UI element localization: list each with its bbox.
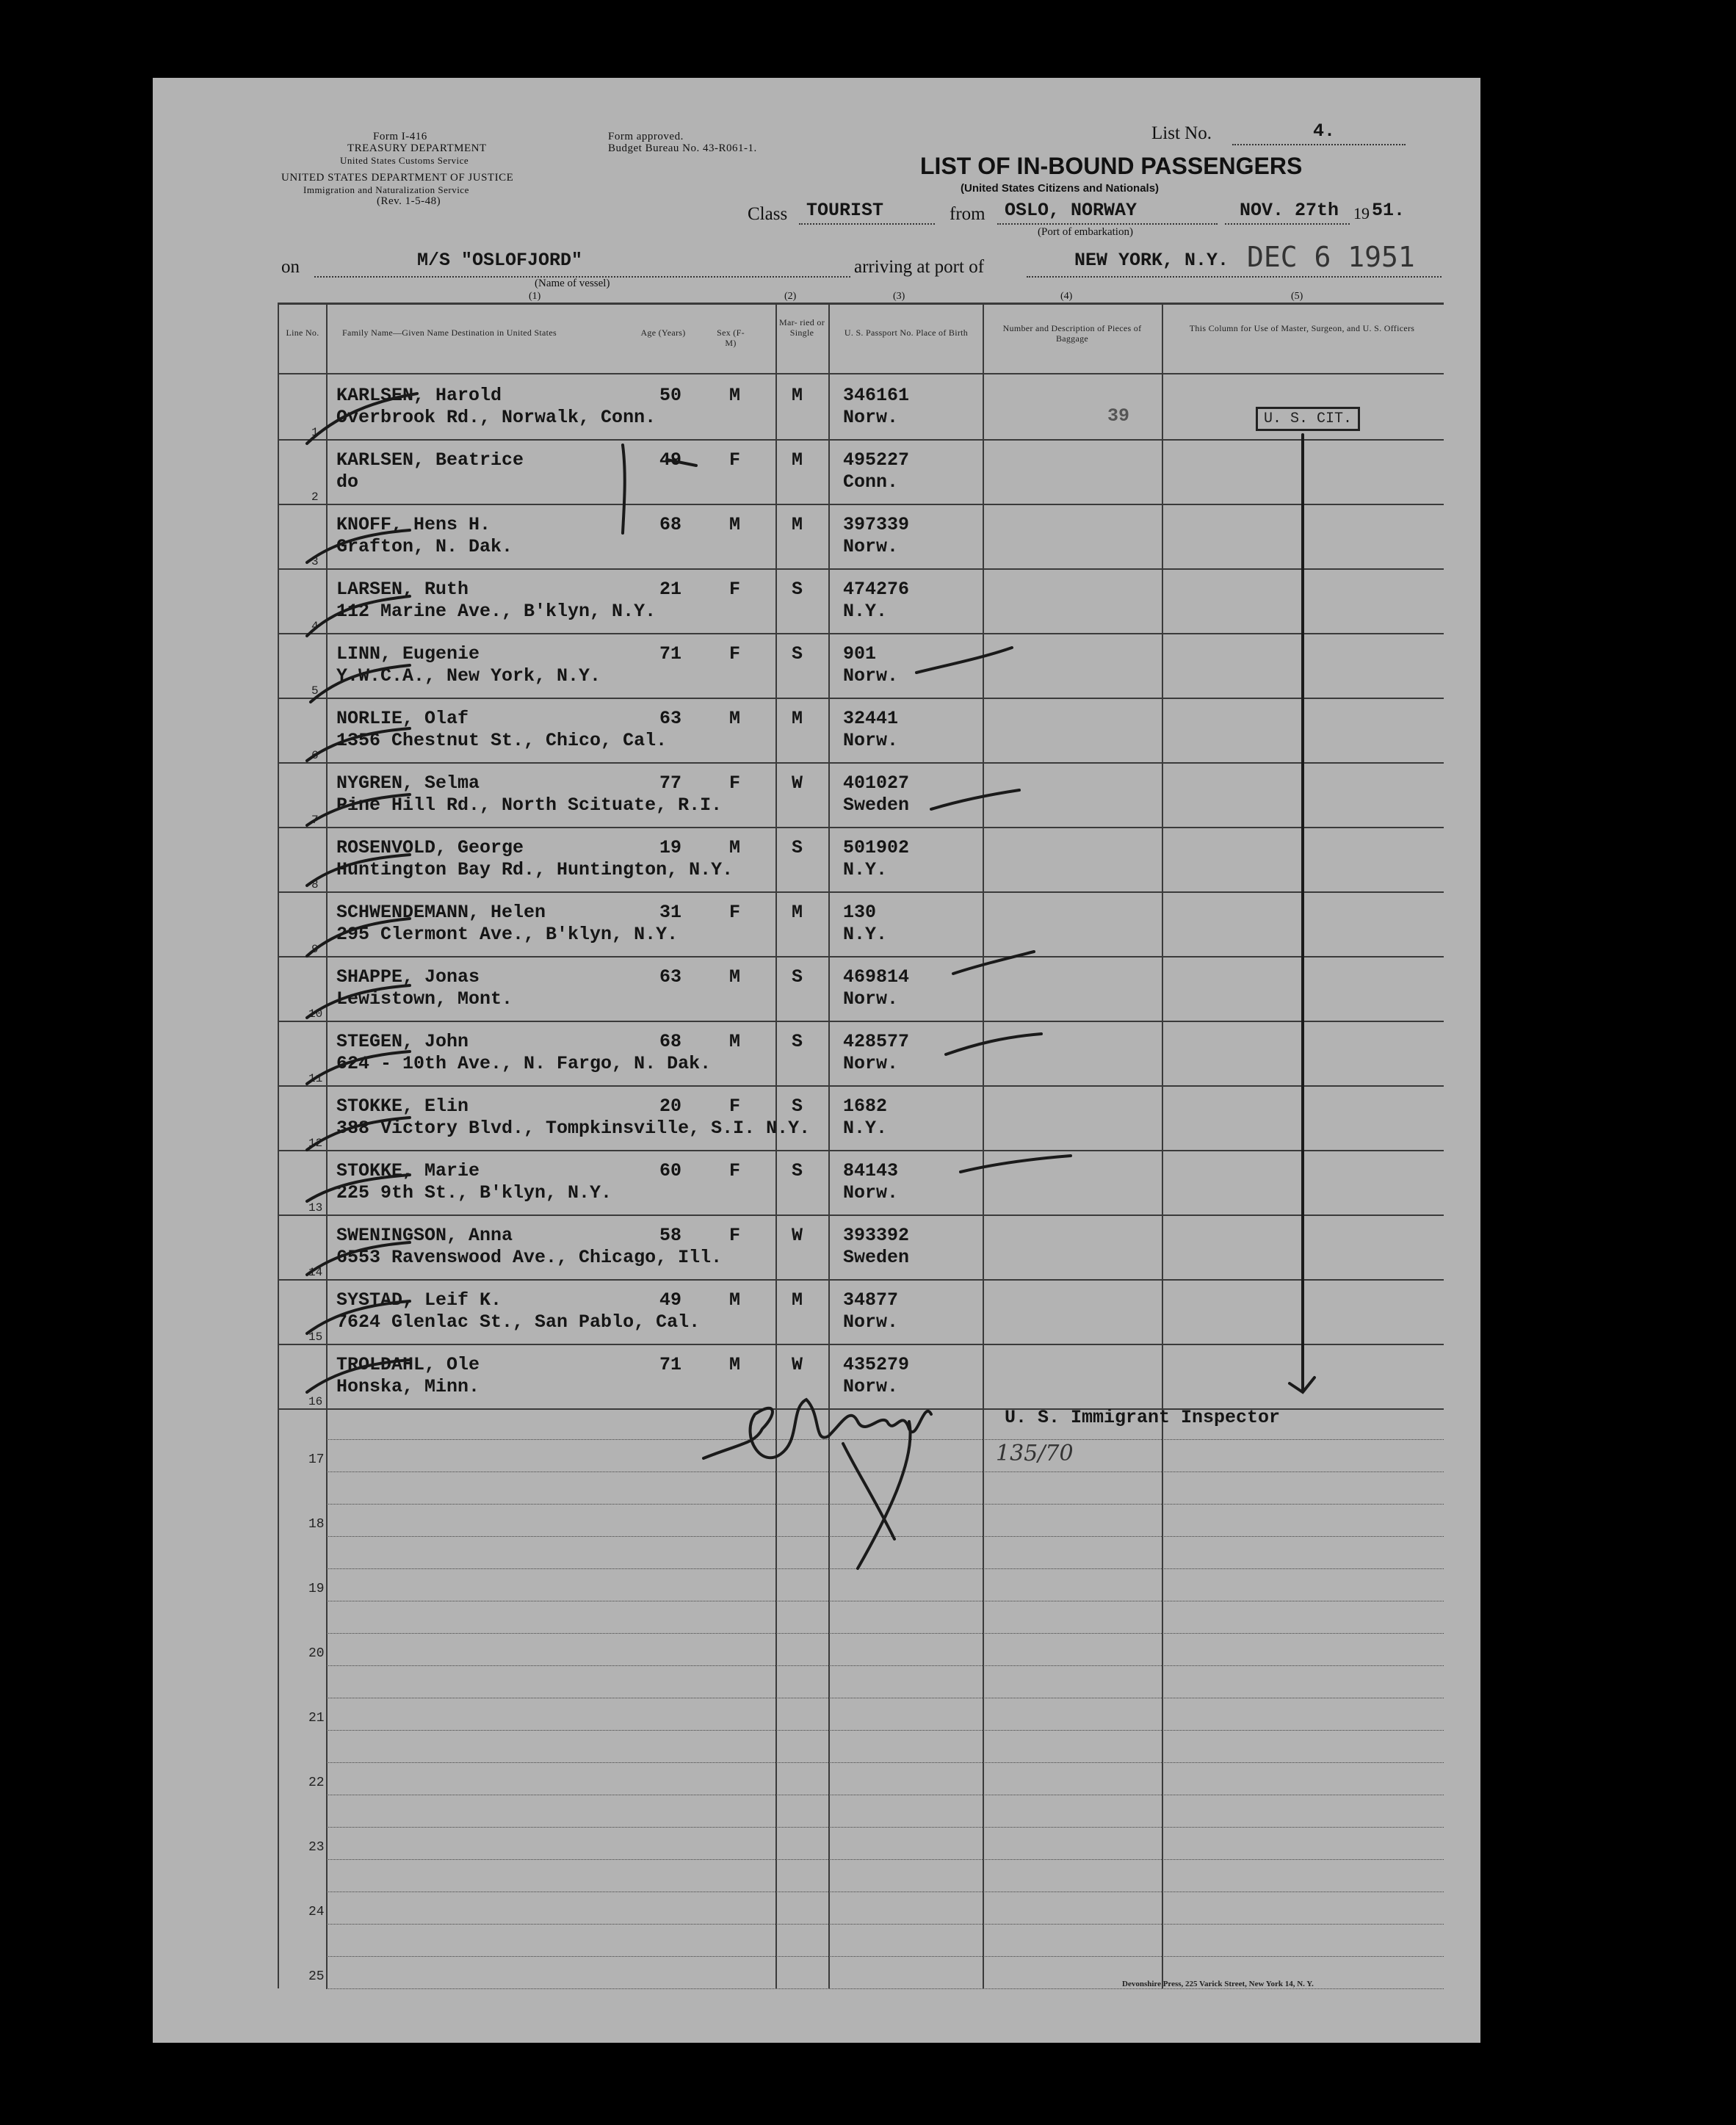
- passport-number: 34877: [843, 1289, 899, 1311]
- passenger-age: 49: [659, 449, 682, 471]
- passenger-age: 20: [659, 1096, 682, 1117]
- passenger-sex: F: [729, 1096, 741, 1117]
- passenger-name: KARLSEN, Beatrice: [336, 449, 524, 471]
- passport-number: 397339: [843, 514, 910, 535]
- check-mark-8: [307, 855, 410, 886]
- from-label: from: [950, 204, 985, 224]
- arrival-date-stamp: DEC 6 1951: [1247, 241, 1415, 273]
- passenger-name: SWENINGSON, Anna: [336, 1225, 513, 1246]
- line-number: 8: [311, 878, 319, 891]
- passenger-marital: S: [792, 643, 803, 665]
- col-num-3: (3): [893, 291, 905, 302]
- place-of-birth: Norw.: [843, 665, 899, 687]
- col-header-officers: This Column for Use of Master, Surgeon, and U. S. Officers: [1189, 323, 1415, 333]
- place-of-birth: Conn.: [843, 471, 899, 493]
- list-no-label: List No.: [1151, 123, 1212, 143]
- on-label: on: [281, 257, 300, 277]
- baggage-note: 39: [1107, 405, 1130, 427]
- from-value: OSLO, NORWAY: [1005, 200, 1138, 221]
- signature: [704, 1400, 931, 1568]
- col-header-line: Line No.: [286, 327, 319, 338]
- line-number: 18: [308, 1517, 325, 1532]
- passenger-name: NORLIE, Olaf: [336, 708, 469, 729]
- passport-number: 32441: [843, 708, 899, 729]
- check-mark-9: [307, 919, 410, 956]
- passenger-sex: M: [729, 708, 741, 729]
- col-num-5: (5): [1291, 291, 1303, 302]
- place-of-birth: N.Y.: [843, 601, 888, 622]
- port-embarkation-caption: (Port of embarkation): [1038, 226, 1133, 238]
- col-num-4: (4): [1060, 291, 1073, 302]
- document-subtitle: (United States Citizens and Nationals): [961, 182, 1160, 195]
- inspector-note: 135/70: [996, 1441, 1074, 1466]
- passenger-name: SYSTAD, Leif K.: [336, 1289, 502, 1311]
- passenger-marital: S: [792, 1160, 803, 1181]
- passenger-sex: M: [729, 837, 741, 858]
- passenger-name: STOKKE, Elin: [336, 1096, 469, 1117]
- line-number: 10: [308, 1007, 323, 1021]
- passenger-marital: M: [792, 708, 803, 729]
- passenger-age: 68: [659, 1031, 682, 1052]
- passenger-name: STEGEN, John: [336, 1031, 469, 1052]
- passenger-marital: M: [792, 449, 803, 471]
- passport-number: 130: [843, 902, 877, 923]
- document-title: LIST OF IN-BOUND PASSENGERS: [920, 153, 1303, 179]
- line-number: 20: [308, 1646, 325, 1661]
- place-of-birth: Sweden: [843, 794, 910, 816]
- passport-number: 393392: [843, 1225, 910, 1246]
- passenger-sex: F: [729, 1160, 741, 1181]
- line-number: 22: [308, 1775, 325, 1790]
- passenger-age: 49: [659, 1289, 682, 1311]
- check-mark-1: [307, 394, 417, 444]
- passenger-marital: M: [792, 385, 803, 406]
- line-number: 3: [311, 555, 319, 568]
- passenger-destination: 295 Clermont Ave., B'klyn, N.Y.: [336, 924, 679, 945]
- passport-number: 501902: [843, 837, 910, 858]
- place-of-birth: N.Y.: [843, 1118, 888, 1139]
- class-label: Class: [748, 204, 788, 224]
- passenger-sex: F: [729, 643, 741, 665]
- passenger-sex: F: [729, 772, 741, 794]
- passenger-destination: 1356 Chestnut St., Chico, Cal.: [336, 730, 668, 751]
- passenger-marital: M: [792, 514, 803, 535]
- vessel-name: M/S "OSLOFJORD": [417, 250, 583, 271]
- passenger-age: 71: [659, 643, 682, 665]
- line-number: 2: [311, 490, 319, 504]
- manifest-page: [153, 78, 1480, 2043]
- line-number: 21: [308, 1711, 325, 1726]
- arriving-label: arriving at port of: [854, 257, 985, 277]
- check-mark-12: [307, 1118, 410, 1150]
- form-number: Form I-416: [373, 131, 427, 142]
- col-header-age: Age (Years): [640, 327, 686, 338]
- check-mark-10: [307, 952, 1034, 1018]
- handwritten-marks: [153, 78, 1480, 2043]
- passenger-destination: Lewistown, Mont.: [336, 988, 513, 1010]
- passenger-sex: M: [729, 385, 741, 406]
- passenger-sex: M: [729, 966, 741, 988]
- passenger-name: KNOFF, Hens H.: [336, 514, 491, 535]
- passport-number: 346161: [843, 385, 910, 406]
- passenger-age: 77: [659, 772, 682, 794]
- check-mark-7: [307, 790, 1019, 825]
- departure-date: NOV. 27th: [1240, 200, 1339, 221]
- line-number: 1: [311, 426, 319, 439]
- line-number: 17: [308, 1452, 325, 1467]
- passenger-name: SCHWENDEMANN, Helen: [336, 902, 546, 923]
- place-of-birth: Norw.: [843, 536, 899, 557]
- us-cit-stamp: U. S. CIT.: [1256, 407, 1360, 431]
- passport-number: 1682: [843, 1096, 888, 1117]
- budget-bureau: Budget Bureau No. 43-R061-1.: [608, 142, 757, 154]
- passenger-age: 60: [659, 1160, 682, 1181]
- passport-number: 474276: [843, 579, 910, 600]
- passenger-age: 58: [659, 1225, 682, 1246]
- year-prefix: 19: [1353, 204, 1370, 222]
- place-of-birth: Norw.: [843, 988, 899, 1010]
- passenger-marital: S: [792, 1096, 803, 1117]
- customs-service: United States Customs Service: [340, 155, 469, 166]
- year-value: 51.: [1372, 200, 1406, 221]
- line-number: 9: [311, 943, 319, 956]
- line-number: 16: [308, 1395, 323, 1408]
- check-mark-15: [307, 1301, 410, 1333]
- col-header-passport: U. S. Passport No. Place of Birth: [844, 327, 969, 338]
- check-mark-4: [307, 596, 410, 636]
- passenger-destination: 624 - 10th Ave., N. Fargo, N. Dak.: [336, 1053, 712, 1074]
- passenger-name: TROLDAHL, Ole: [336, 1354, 480, 1375]
- passenger-marital: W: [792, 1354, 803, 1375]
- passenger-age: 71: [659, 1354, 682, 1375]
- passenger-marital: S: [792, 579, 803, 600]
- place-of-birth: Sweden: [843, 1247, 910, 1268]
- passenger-destination: Pine Hill Rd., North Scituate, R.I.: [336, 794, 723, 816]
- line-number: 15: [308, 1331, 323, 1344]
- passenger-marital: W: [792, 772, 803, 794]
- line-number: 14: [308, 1266, 323, 1279]
- passenger-destination: 112 Marine Ave., B'klyn, N.Y.: [336, 601, 657, 622]
- passenger-marital: W: [792, 1225, 803, 1246]
- passenger-age: 31: [659, 902, 682, 923]
- line-number: 4: [311, 620, 319, 633]
- passenger-sex: F: [729, 902, 741, 923]
- line-number: 23: [308, 1840, 325, 1855]
- check-mark-14: [307, 1242, 410, 1275]
- passenger-name: LINN, Eugenie: [336, 643, 480, 665]
- passenger-destination: Overbrook Rd., Norwalk, Conn.: [336, 407, 657, 428]
- col-num-2: (2): [784, 291, 797, 302]
- check-mark-5: [311, 648, 1012, 702]
- passenger-age: 63: [659, 966, 682, 988]
- place-of-birth: N.Y.: [843, 859, 888, 880]
- passport-number: 495227: [843, 449, 910, 471]
- place-of-birth: Norw.: [843, 1053, 899, 1074]
- col-header-name: Family Name—Given Name Destination in United States: [342, 327, 557, 338]
- check-mark-13: [307, 1156, 1071, 1201]
- passport-number: 428577: [843, 1031, 910, 1052]
- passenger-name: KARLSEN, Harold: [336, 385, 502, 406]
- inspector-label: U. S. Immigrant Inspector: [1005, 1407, 1281, 1428]
- col-header-married: Mar- ried or Single: [778, 317, 825, 338]
- passenger-destination: 6553 Ravenswood Ave., Chicago, Ill.: [336, 1247, 723, 1268]
- line-number: 24: [308, 1905, 325, 1919]
- passport-number: 84143: [843, 1160, 899, 1181]
- passenger-age: 19: [659, 837, 682, 858]
- passenger-marital: S: [792, 837, 803, 858]
- passenger-destination: Honska, Minn.: [336, 1376, 480, 1397]
- passenger-sex: F: [729, 1225, 741, 1246]
- passenger-sex: M: [729, 514, 741, 535]
- col-header-baggage: Number and Description of Pieces of Baggage: [1002, 323, 1142, 344]
- place-of-birth: Norw.: [843, 1311, 899, 1333]
- line-number: 7: [311, 814, 319, 827]
- passenger-marital: S: [792, 966, 803, 988]
- check-mark-1b: [623, 445, 696, 533]
- passenger-destination: Grafton, N. Dak.: [336, 536, 513, 557]
- place-of-birth: N.Y.: [843, 924, 888, 945]
- place-of-birth: Norw.: [843, 730, 899, 751]
- form-approved: Form approved.: [608, 131, 684, 142]
- passenger-name: STOKKE, Marie: [336, 1160, 480, 1181]
- form-revision: (Rev. 1-5-48): [377, 195, 441, 207]
- passenger-age: 21: [659, 579, 682, 600]
- passenger-sex: M: [729, 1289, 741, 1311]
- passenger-name: ROSENVOLD, George: [336, 837, 524, 858]
- line-number: 19: [308, 1582, 325, 1596]
- line-number: 6: [311, 749, 319, 762]
- passenger-name: LARSEN, Ruth: [336, 579, 469, 600]
- passenger-sex: M: [729, 1031, 741, 1052]
- passenger-age: 63: [659, 708, 682, 729]
- passenger-name: NYGREN, Selma: [336, 772, 480, 794]
- passenger-marital: S: [792, 1031, 803, 1052]
- port-of-arrival: NEW YORK, N.Y.: [1074, 250, 1229, 271]
- treasury-dept: TREASURY DEPARTMENT: [347, 142, 487, 154]
- class-value: TOURIST: [806, 200, 884, 221]
- col-num-1: (1): [529, 291, 541, 302]
- passport-number: 435279: [843, 1354, 910, 1375]
- col-header-sex: Sex (F-M): [717, 327, 745, 348]
- passport-number: 901: [843, 643, 877, 665]
- check-mark-3: [307, 530, 410, 562]
- passenger-name: SHAPPE, Jonas: [336, 966, 480, 988]
- passenger-sex: M: [729, 1354, 741, 1375]
- check-mark-16: [307, 1360, 410, 1392]
- check-mark-11: [307, 1034, 1041, 1084]
- passenger-destination: Huntington Bay Rd., Huntington, N.Y.: [336, 859, 734, 880]
- passenger-destination: Y.W.C.A., New York, N.Y.: [336, 665, 601, 687]
- place-of-birth: Norw.: [843, 1182, 899, 1203]
- list-no-value: 4.: [1313, 120, 1336, 142]
- vessel-caption: (Name of vessel): [535, 278, 610, 289]
- passport-number: 401027: [843, 772, 910, 794]
- check-mark-6: [307, 728, 410, 761]
- passenger-sex: F: [729, 449, 741, 471]
- passenger-marital: M: [792, 902, 803, 923]
- line-number: 13: [308, 1201, 323, 1214]
- ins-service: Immigration and Naturalization Service: [303, 184, 469, 195]
- place-of-birth: Norw.: [843, 407, 899, 428]
- passenger-destination: 7624 Glenlac St., San Pablo, Cal.: [336, 1311, 701, 1333]
- passenger-destination: 225 9th St., B'klyn, N.Y.: [336, 1182, 612, 1203]
- printer-footer: Devonshire Press, 225 Varick Street, New York 14, N. Y.: [1122, 1980, 1314, 1988]
- justice-dept: UNITED STATES DEPARTMENT OF JUSTICE: [281, 172, 514, 184]
- line-number: 11: [308, 1072, 323, 1085]
- line-number: 5: [311, 684, 319, 698]
- passport-number: 469814: [843, 966, 910, 988]
- passenger-sex: F: [729, 579, 741, 600]
- passenger-marital: M: [792, 1289, 803, 1311]
- passenger-age: 50: [659, 385, 682, 406]
- place-of-birth: Norw.: [843, 1376, 899, 1397]
- line-number: 12: [308, 1137, 323, 1150]
- passenger-destination: 388 Victory Blvd., Tompkinsville, S.I. N.Y.: [336, 1118, 811, 1139]
- passenger-destination: do: [336, 471, 359, 493]
- line-number: 25: [308, 1969, 325, 1984]
- passenger-age: 68: [659, 514, 682, 535]
